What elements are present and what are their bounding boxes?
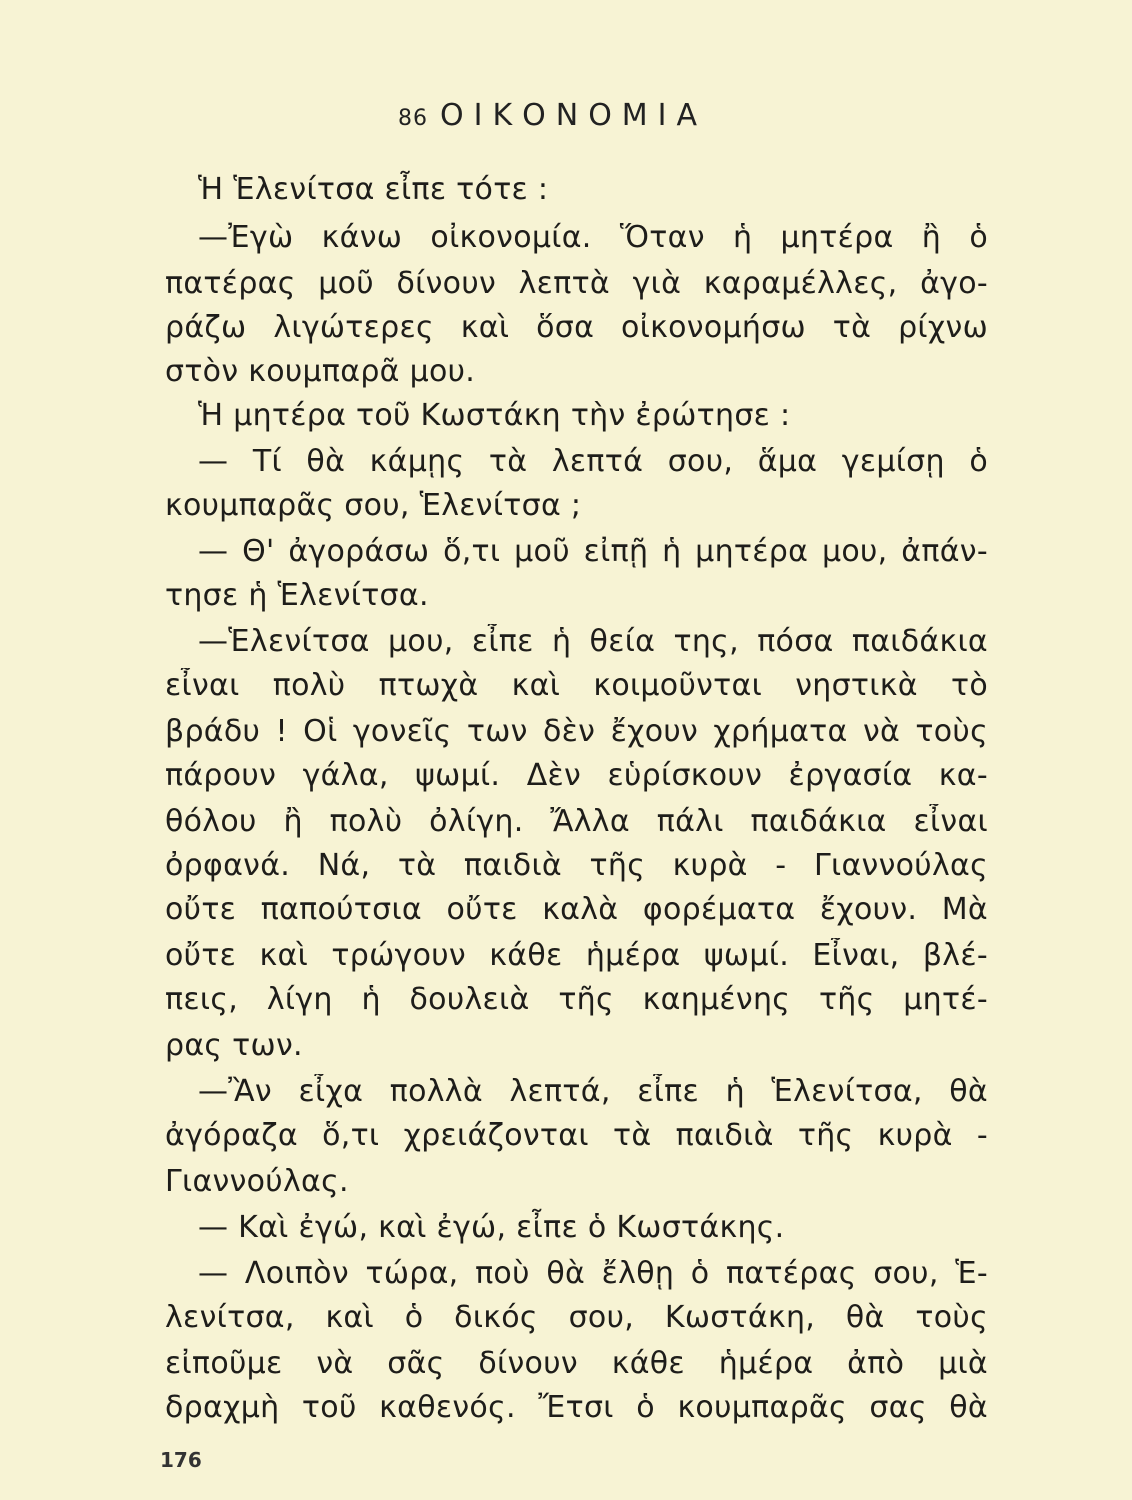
signature-mark: 176 (160, 1448, 202, 1472)
text-line: εἰποῦμε νὰ σᾶς δίνουν κάθε ἡμέρα ἀπὸ μιὰ (165, 1346, 988, 1381)
text-line: πάρουν γάλα, ψωμί. Δὲν εὑρίσκουν ἐργασία κα- (165, 758, 988, 793)
text-line: πατέρας μοῦ δίνουν λεπτὰ γιὰ καραμέλλες, ἀγο- (165, 266, 988, 301)
text-line: ράζω λιγώτερες καὶ ὅσα οἰκονομήσω τὰ ρίχνω (165, 310, 988, 345)
text-line: τησε ἡ Ἑλενίτσα. (165, 578, 429, 613)
text-line: εἶναι πολὺ πτωχὰ καὶ κοιμοῦνται νηστικὰ τὸ (165, 668, 988, 703)
text-line: Γιαννούλας. (165, 1164, 349, 1199)
text-line: κουμπαρᾶς σου, Ἑλενίτσα ; (165, 488, 582, 523)
text-line: λενίτσα, καὶ ὁ δικός σου, Κωστάκη, θὰ τοὺς (165, 1300, 988, 1335)
text-line: οὔτε καὶ τρώγουν κάθε ἡμέρα ψωμί. Εἶναι, βλέ- (165, 938, 988, 973)
text-line: —Ἐγὼ κάνω οἰκονομία. Ὅταν ἡ μητέρα ἢ ὁ (198, 220, 988, 255)
text-line: ἀγόραζα ὅ,τι χρειάζονται τὰ παιδιὰ τῆς κυρὰ - (165, 1118, 988, 1153)
text-line: βράδυ ! Οἱ γονεῖς των δὲν ἔχουν χρήματα νὰ τοὺς (165, 714, 988, 749)
page-header (398, 98, 707, 133)
text-line: δραχμὴ τοῦ καθενός. Ἔτσι ὁ κουμπαρᾶς σας θὰ (165, 1390, 988, 1425)
text-line: ὀρφανά. Νά, τὰ παιδιὰ τῆς κυρὰ - Γιαννούλας (165, 848, 988, 883)
chapter-title: ΟΙΚΟΝΟΜΙΑ (440, 98, 708, 133)
text-line: —Ἂν εἶχα πολλὰ λεπτά, εἶπε ἡ Ἑλενίτσα, θὰ (198, 1074, 988, 1109)
text-line: ρας των. (165, 1028, 303, 1063)
text-line: — Τί θὰ κάμῃς τὰ λεπτά σου, ἅμα γεμίσῃ ὁ (198, 444, 988, 479)
text-line: Ἡ μητέρα τοῦ Κωστάκη τὴν ἐρώτησε : (198, 398, 791, 433)
page-number: 86 (398, 106, 428, 131)
text-line: — Λοιπὸν τώρα, ποὺ θὰ ἔλθῃ ὁ πατέρας σου, Ἑ- (198, 1256, 988, 1291)
text-line: — Θ' ἀγοράσω ὅ,τι μοῦ εἰπῇ ἡ μητέρα μου, ἀπάν- (198, 534, 988, 569)
text-line: πεις, λίγη ἡ δουλειὰ τῆς καημένης τῆς μητέ- (165, 982, 988, 1017)
text-line: οὔτε παπούτσια οὔτε καλὰ φορέματα ἔχουν. Μὰ (165, 892, 988, 927)
text-line: Ἡ Ἑλενίτσα εἶπε τότε : (198, 172, 549, 207)
text-line: —Ἑλενίτσα μου, εἶπε ἡ θεία της, πόσα παιδάκια (198, 624, 988, 659)
text-line: θόλου ἢ πολὺ ὀλίγη. Ἄλλα πάλι παιδάκια εἶναι (165, 804, 988, 839)
text-line: — Καὶ ἐγώ, καὶ ἐγώ, εἶπε ὁ Κωστάκης. (198, 1210, 785, 1245)
text-line: στὸν κουμπαρᾶ μου. (165, 354, 476, 389)
